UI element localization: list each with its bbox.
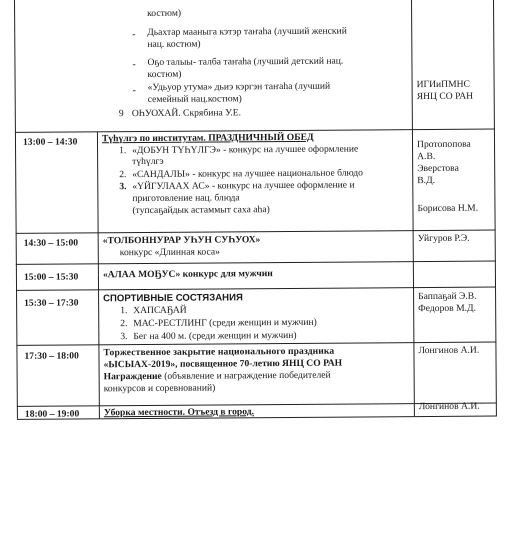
responsible-name: Федоров М.Д. xyxy=(418,302,476,315)
responsible-name: Борисова Н.М. xyxy=(417,202,479,215)
costume-item-cont: нац. костюм) xyxy=(147,38,201,50)
responsible-name: В.Д. xyxy=(417,174,436,187)
table-col-divider-1 xyxy=(97,131,100,418)
bullet-dash: - xyxy=(132,85,137,97)
time-cell: 14:30 – 15:00 xyxy=(23,237,79,249)
row-title: «АЛАА МОҔУС» конкурс для мужчин xyxy=(102,268,273,281)
table-col-divider-2 xyxy=(411,0,415,416)
costume-line: костюм) xyxy=(147,7,182,19)
row-subtitle: конкурс «Длинная коса» xyxy=(119,246,220,259)
time-cell: 17:30 – 18:00 xyxy=(24,350,79,362)
list-item-note: (тупсаҕайдык астаммыт саха аһа) xyxy=(132,204,270,217)
responsible-name: Лонгинов А.И. xyxy=(418,344,480,357)
costume-item-cont: семейный нац.костюм) xyxy=(147,93,242,105)
ohuokhai-item: ОҺУОХАЙ. Скрябина У.Е. xyxy=(131,107,242,120)
list-number: 2. xyxy=(120,318,128,330)
list-number: 1. xyxy=(120,305,128,317)
list-number: 3. xyxy=(120,331,128,343)
responsible-name: Протопопова xyxy=(416,138,471,151)
table-right-border xyxy=(493,0,497,416)
list-item: ХАПСАҔАЙ xyxy=(133,304,187,317)
table-bottom-border xyxy=(17,416,497,420)
list-item: Бег на 400 м. (среди женщин и мужчин) xyxy=(133,329,297,343)
row-divider xyxy=(16,261,496,265)
time-cell: 13:00 – 14:30 xyxy=(22,136,78,148)
costume-item: Дьахтар мааныга кэтэр таҥаһа (лучший женский xyxy=(147,25,347,38)
responsible-name: Лонгинов А.И. xyxy=(418,400,480,413)
list-number: 2. xyxy=(119,169,127,181)
table-left-border xyxy=(14,0,18,419)
award-label: Награждение xyxy=(103,370,162,383)
list-number: 1. xyxy=(119,145,127,157)
row-title: Түһүлгэ по институтам. ПРАЗДНИЧНЫЙ ОБЕД xyxy=(101,131,314,145)
time-cell: 15:30 – 17:30 xyxy=(24,297,79,309)
costume-item-cont: костюм) xyxy=(147,68,182,80)
list-item: МАС-РЕСТЛИНГ (среди женщин и мужчин) xyxy=(133,316,317,330)
list-number: 3. xyxy=(119,181,127,193)
responsible-name: Эверстова xyxy=(417,162,459,175)
row-title: Уборка местности. Отъезд в город. xyxy=(103,406,255,419)
time-cell: 15:00 – 15:30 xyxy=(23,271,79,283)
costume-item: «Удьуор утума» дьиэ кэргэн таҥаһа (лучший xyxy=(147,80,331,93)
item-number: 9 xyxy=(118,108,124,120)
list-item: «САНДАЛЫ» - конкурс на лучшее национальное блюдо xyxy=(132,167,363,181)
responsible-name: А.В. xyxy=(417,150,436,163)
closing-line xyxy=(104,370,331,383)
time-cell: 18:00 – 19:00 xyxy=(24,408,80,420)
row-title: СПОРТИВНЫЕ СОСТЯЗАНИЯ xyxy=(103,292,243,305)
costume-item: Оҕо талыы- талба таҥаһа (лучший детский нац. xyxy=(147,55,344,68)
responsible-name: Уйгуров Р.Э. xyxy=(417,232,470,245)
closing-line: Торжественное закрытие национального праздника xyxy=(103,345,335,359)
bullet-dash: - xyxy=(132,29,136,41)
list-item-cont: түһүлгэ xyxy=(132,155,164,168)
row-title: «ТОЛБОННУРАР УҺУН СУҺУОХ» xyxy=(102,234,261,247)
list-item: «ДОБУН ТҮҺҮЛГЭ» - конкурс на лучшее оформление xyxy=(132,143,359,157)
list-item: «ҮЙГУЛААХ АС» - конкурс на лучшее оформление и xyxy=(132,179,355,193)
list-item-cont: приготовление нац. блюда xyxy=(132,192,240,205)
award-desc: (объявление и награждение победителей xyxy=(161,369,331,382)
responsible-name: Баппаҕай Э.В. xyxy=(418,290,477,303)
closing-line: «ЫСЫАХ-2019», посвященное 70-летию ЯНЦ СО РАН xyxy=(103,357,343,371)
closing-line: конкурсов и соревнований) xyxy=(103,382,216,395)
bullet-dash: - xyxy=(132,59,136,71)
responsible-cell: ИГИиПМНС ЯНЦ СО РАН xyxy=(416,78,474,103)
